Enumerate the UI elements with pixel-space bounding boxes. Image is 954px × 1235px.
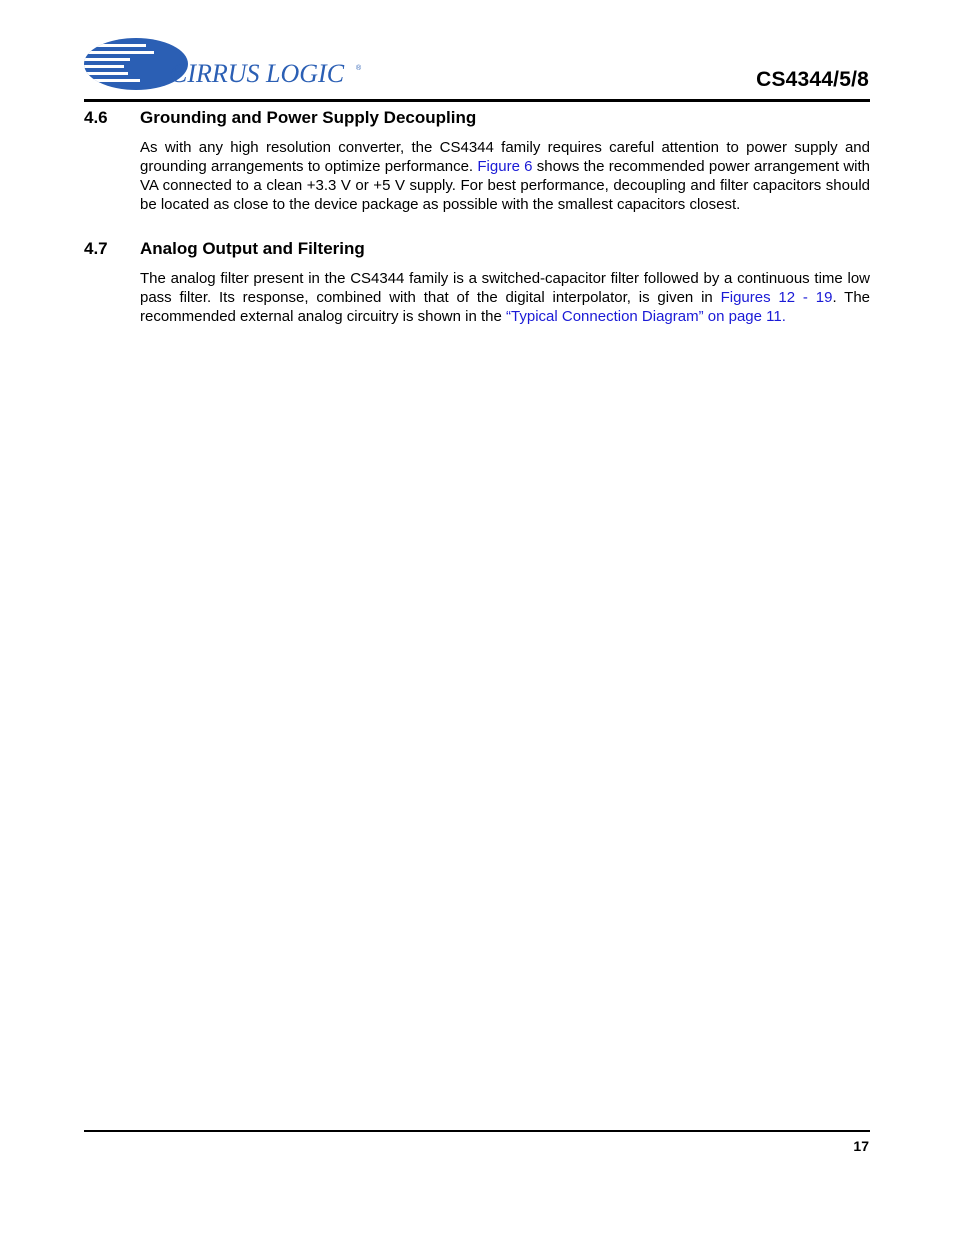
figure-19-link[interactable]: 19 <box>815 289 833 306</box>
typical-connection-diagram-link[interactable]: “Typical Connection Diagram” on page 11 <box>506 308 782 325</box>
paragraph-text: The analog filter present in the CS4344 family is a switched-capacitor filter followed by a continuous time low pass filter. Its response, combined with that of the digital interpolator, is given in <box>140 270 870 306</box>
cirrus-logo-icon <box>84 38 374 94</box>
section-title: Grounding and Power Supply Decoupling <box>140 108 477 127</box>
section-number: 4.6 <box>84 108 108 127</box>
figure-range-dash: - <box>795 289 816 306</box>
cirrus-logic-logo <box>84 38 374 94</box>
logo-wordmark: CIRRUS LOGIC <box>170 59 345 88</box>
section-heading <box>84 238 870 260</box>
paragraph-text: As with any high resolution converter, the CS4344 family requires careful attention to power supply and grounding arrangements to optimize performance. <box>140 139 870 175</box>
section-4-7 <box>84 238 870 326</box>
header-divider <box>84 99 870 102</box>
figure-6-link[interactable]: Figure 6 <box>477 158 533 175</box>
registered-mark: ® <box>356 65 362 72</box>
paragraph-text: . <box>781 308 786 325</box>
figures-12-link[interactable]: Figures 12 <box>720 289 796 306</box>
section-paragraph <box>140 269 870 326</box>
section-heading <box>84 107 870 129</box>
page-number: 17 <box>853 1138 869 1154</box>
section-paragraph <box>140 138 870 214</box>
section-number: 4.7 <box>84 239 108 258</box>
paragraph-text: shows the recommended power arrangement with VA connected to a clean +3.3 V or +5 V supply. For best performance, decoupling and filter capacitors should be located as close to the device package as possible with the smallest capacitors closest. <box>140 158 870 213</box>
footer-divider <box>84 1130 870 1132</box>
paragraph-text: . The recommended external analog circuitry is shown in the <box>140 289 870 325</box>
part-number: CS4344/5/8 <box>756 68 869 91</box>
section-4-6 <box>84 107 870 214</box>
section-title: Analog Output and Filtering <box>140 239 365 258</box>
